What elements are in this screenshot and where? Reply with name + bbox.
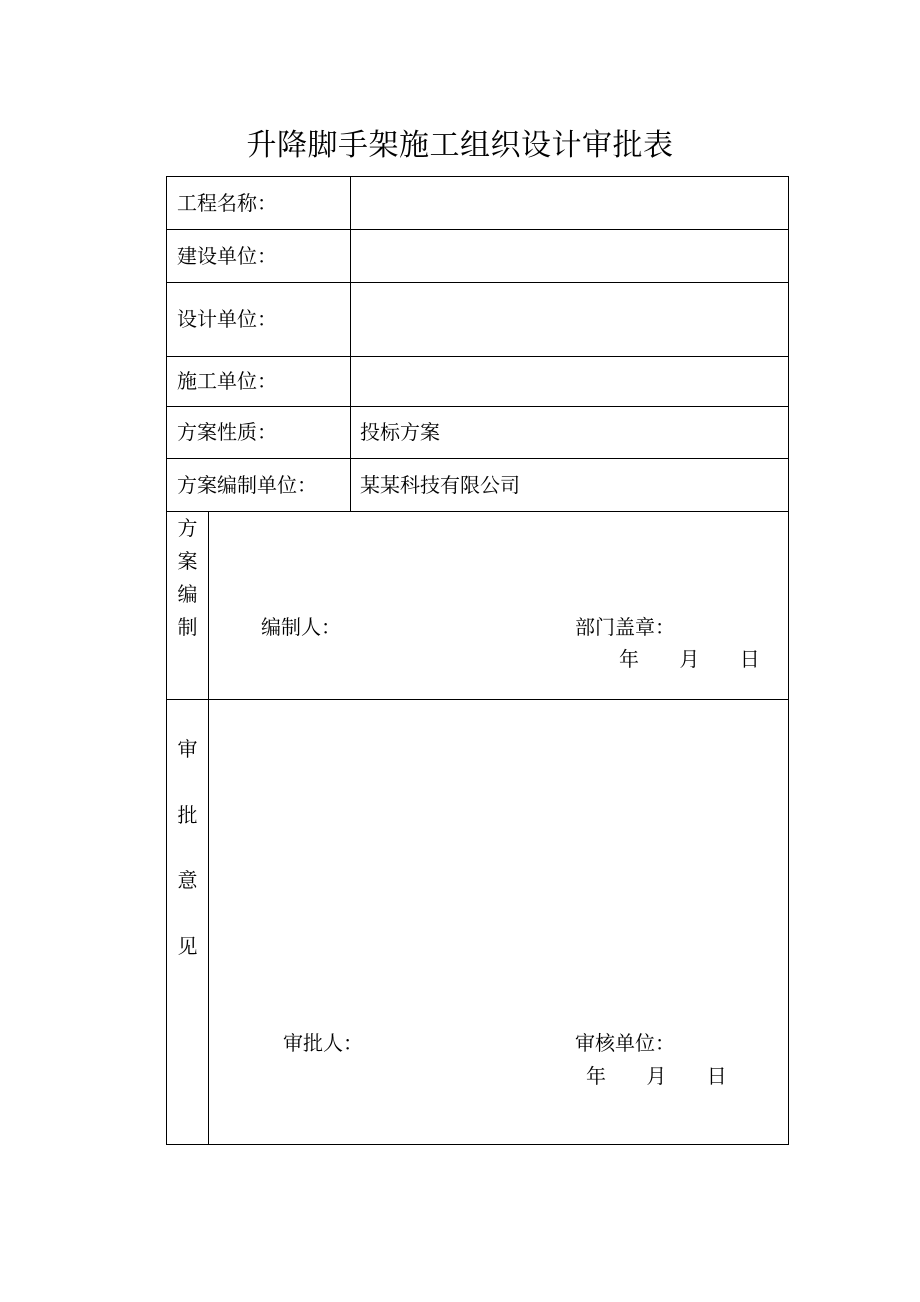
row-divider [167,699,788,700]
compile-vertical-char: 方 [177,516,198,540]
plan-author-unit-label: 方案编制单位： [177,473,317,497]
compile-date-month: 月 [679,647,700,671]
compile-vertical-char: 制 [177,615,198,639]
page-title: 升降脚手架施工组织设计审批表 [246,128,674,163]
plan-author-unit-value[interactable]: 某某科技有限公司 [360,473,520,497]
design-unit-label: 设计单位： [177,307,277,331]
dept-seal-label: 部门盖章： [575,615,675,639]
compile-date [619,645,760,673]
plan-nature-label: 方案性质： [177,420,277,444]
compile-vertical-char: 案 [177,549,198,573]
row-divider [167,406,788,407]
builder-unit-label: 施工单位： [177,369,277,393]
row-divider [167,511,788,512]
approval-vertical-char: 审 [177,737,198,761]
compile-date-day: 日 [739,647,760,671]
approval-form-table [166,176,789,1145]
compile-vertical-char: 编 [177,582,198,606]
compile-date-year: 年 [619,647,639,671]
review-unit-label: 审核单位： [575,1031,675,1055]
construction-unit-label: 建设单位： [177,244,277,268]
plan-nature-value[interactable]: 投标方案 [360,420,440,444]
row-divider [167,356,788,357]
approval-date-month: 月 [646,1064,667,1088]
row-divider [167,282,788,283]
approval-vertical-char: 见 [177,934,198,958]
column-divider [208,511,209,1144]
row-divider [167,458,788,459]
approval-vertical-char: 意 [177,868,198,892]
approval-vertical-char: 批 [177,803,198,827]
project-name-label: 工程名称： [177,191,277,215]
row-divider [167,229,788,230]
approval-date-year: 年 [586,1064,606,1088]
compiler-label: 编制人： [261,615,341,639]
approver-label: 审批人： [283,1031,363,1055]
column-divider [350,177,351,512]
approval-date-day: 日 [706,1064,727,1088]
approval-date [586,1062,727,1090]
